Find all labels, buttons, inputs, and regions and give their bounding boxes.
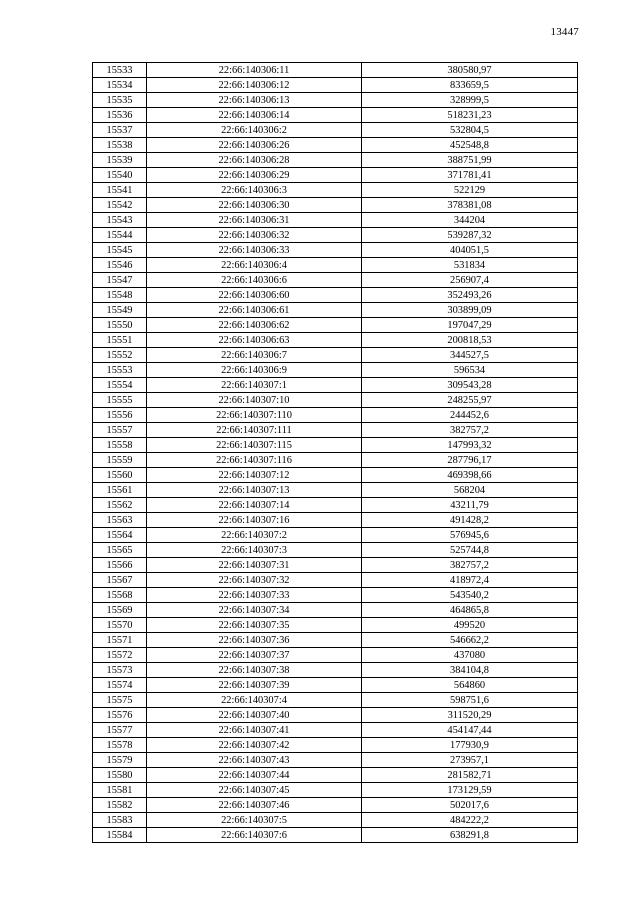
table-row — [93, 618, 578, 633]
cadastral-number-cell: 22:66:140307:39 — [147, 678, 362, 693]
table-row — [93, 258, 578, 273]
cadastral-number-cell: 22:66:140306:29 — [147, 168, 362, 183]
table-row — [93, 363, 578, 378]
cadastral-number-cell: 22:66:140307:33 — [147, 588, 362, 603]
table-row — [93, 423, 578, 438]
cadastral-value-cell: 328999,5 — [362, 93, 578, 108]
table-row — [93, 198, 578, 213]
row-number-cell: 15555 — [93, 393, 147, 408]
cadastral-value-cell: 531834 — [362, 258, 578, 273]
table-row — [93, 498, 578, 513]
table-row — [93, 483, 578, 498]
cadastral-number-cell: 22:66:140307:42 — [147, 738, 362, 753]
table-row — [93, 78, 578, 93]
cadastral-value-cell: 371781,41 — [362, 168, 578, 183]
cadastral-value-cell: 576945,6 — [362, 528, 578, 543]
cadastral-value-cell: 344204 — [362, 213, 578, 228]
cadastral-value-cell: 464865,8 — [362, 603, 578, 618]
row-number-cell: 15542 — [93, 198, 147, 213]
row-number-cell: 15578 — [93, 738, 147, 753]
table-row — [93, 453, 578, 468]
cadastral-number-cell: 22:66:140306:61 — [147, 303, 362, 318]
cadastral-number-cell: 22:66:140307:36 — [147, 633, 362, 648]
row-number-cell: 15581 — [93, 783, 147, 798]
cadastral-value-cell: 596534 — [362, 363, 578, 378]
cadastral-number-cell: 22:66:140306:63 — [147, 333, 362, 348]
cadastral-value-cell: 546662,2 — [362, 633, 578, 648]
table-row — [93, 168, 578, 183]
cadastral-number-cell: 22:66:140307:41 — [147, 723, 362, 738]
cadastral-value-cell: 484222,2 — [362, 813, 578, 828]
row-number-cell: 15564 — [93, 528, 147, 543]
cadastral-number-cell: 22:66:140307:43 — [147, 753, 362, 768]
row-number-cell: 15537 — [93, 123, 147, 138]
row-number-cell: 15582 — [93, 798, 147, 813]
table-row — [93, 228, 578, 243]
table-row — [93, 63, 578, 78]
cadastral-value-cell: 568204 — [362, 483, 578, 498]
table-row — [93, 588, 578, 603]
cadastral-number-cell: 22:66:140306:4 — [147, 258, 362, 273]
row-number-cell: 15574 — [93, 678, 147, 693]
cadastral-value-cell: 309543,28 — [362, 378, 578, 393]
row-number-cell: 15548 — [93, 288, 147, 303]
cadastral-number-cell: 22:66:140306:6 — [147, 273, 362, 288]
cadastral-number-cell: 22:66:140307:46 — [147, 798, 362, 813]
cadastral-value-cell: 200818,53 — [362, 333, 578, 348]
table-row — [93, 138, 578, 153]
cadastral-value-cell: 43211,79 — [362, 498, 578, 513]
cadastral-number-cell: 22:66:140306:3 — [147, 183, 362, 198]
table-row — [93, 243, 578, 258]
row-number-cell: 15552 — [93, 348, 147, 363]
cadastral-number-cell: 22:66:140306:26 — [147, 138, 362, 153]
row-number-cell: 15558 — [93, 438, 147, 453]
row-number-cell: 15580 — [93, 768, 147, 783]
row-number-cell: 15584 — [93, 828, 147, 843]
table-row — [93, 663, 578, 678]
row-number-cell: 15534 — [93, 78, 147, 93]
cadastral-value-cell: 404051,5 — [362, 243, 578, 258]
table-row — [93, 153, 578, 168]
cadastral-number-cell: 22:66:140306:2 — [147, 123, 362, 138]
row-number-cell: 15557 — [93, 423, 147, 438]
cadastral-number-cell: 22:66:140307:110 — [147, 408, 362, 423]
row-number-cell: 15572 — [93, 648, 147, 663]
table-row — [93, 813, 578, 828]
row-number-cell: 15577 — [93, 723, 147, 738]
cadastral-value-cell: 502017,6 — [362, 798, 578, 813]
table-row — [93, 648, 578, 663]
cadastral-number-cell: 22:66:140307:12 — [147, 468, 362, 483]
table-row — [93, 348, 578, 363]
cadastral-value-cell: 177930,9 — [362, 738, 578, 753]
cadastral-number-cell: 22:66:140307:14 — [147, 498, 362, 513]
table-body — [93, 63, 578, 843]
cadastral-value-cell: 281582,71 — [362, 768, 578, 783]
cadastral-number-cell: 22:66:140306:31 — [147, 213, 362, 228]
cadastral-number-cell: 22:66:140307:111 — [147, 423, 362, 438]
cadastral-number-cell: 22:66:140307:5 — [147, 813, 362, 828]
row-number-cell: 15562 — [93, 498, 147, 513]
cadastral-value-cell: 532804,5 — [362, 123, 578, 138]
cadastral-value-cell: 378381,08 — [362, 198, 578, 213]
table-row — [93, 798, 578, 813]
table-row — [93, 513, 578, 528]
table-row — [93, 573, 578, 588]
table-row — [93, 558, 578, 573]
row-number-cell: 15559 — [93, 453, 147, 468]
cadastral-value-cell: 525744,8 — [362, 543, 578, 558]
cadastral-value-cell: 454147,44 — [362, 723, 578, 738]
cadastral-number-cell: 22:66:140307:115 — [147, 438, 362, 453]
table-row — [93, 333, 578, 348]
table-row — [93, 378, 578, 393]
cadastral-value-cell: 344527,5 — [362, 348, 578, 363]
cadastral-number-cell: 22:66:140306:30 — [147, 198, 362, 213]
table-row — [93, 213, 578, 228]
table-row — [93, 303, 578, 318]
cadastral-number-cell: 22:66:140307:37 — [147, 648, 362, 663]
cadastral-number-cell: 22:66:140307:6 — [147, 828, 362, 843]
cadastral-value-cell: 469398,66 — [362, 468, 578, 483]
cadastral-value-cell: 518231,23 — [362, 108, 578, 123]
table-row — [93, 738, 578, 753]
row-number-cell: 15570 — [93, 618, 147, 633]
cadastral-number-cell: 22:66:140307:116 — [147, 453, 362, 468]
table-row — [93, 468, 578, 483]
table-row — [93, 273, 578, 288]
row-number-cell: 15539 — [93, 153, 147, 168]
row-number-cell: 15563 — [93, 513, 147, 528]
cadastral-value-cell: 522129 — [362, 183, 578, 198]
table-row — [93, 723, 578, 738]
cadastral-value-cell: 352493,26 — [362, 288, 578, 303]
cadastral-value-cell: 384104,8 — [362, 663, 578, 678]
cadastral-number-cell: 22:66:140306:14 — [147, 108, 362, 123]
cadastral-number-cell: 22:66:140307:45 — [147, 783, 362, 798]
cadastral-value-cell: 539287,32 — [362, 228, 578, 243]
cadastral-value-table — [92, 62, 578, 843]
cadastral-value-cell: 833659,5 — [362, 78, 578, 93]
table-row — [93, 693, 578, 708]
cadastral-value-cell: 256907,4 — [362, 273, 578, 288]
row-number-cell: 15541 — [93, 183, 147, 198]
row-number-cell: 15561 — [93, 483, 147, 498]
table-row — [93, 828, 578, 843]
row-number-cell: 15540 — [93, 168, 147, 183]
row-number-cell: 15576 — [93, 708, 147, 723]
cadastral-number-cell: 22:66:140307:13 — [147, 483, 362, 498]
row-number-cell: 15567 — [93, 573, 147, 588]
cadastral-number-cell: 22:66:140307:40 — [147, 708, 362, 723]
cadastral-value-cell: 598751,6 — [362, 693, 578, 708]
row-number-cell: 15565 — [93, 543, 147, 558]
row-number-cell: 15536 — [93, 108, 147, 123]
table-row — [93, 408, 578, 423]
row-number-cell: 15551 — [93, 333, 147, 348]
row-number-cell: 15549 — [93, 303, 147, 318]
cadastral-value-cell: 311520,29 — [362, 708, 578, 723]
cadastral-number-cell: 22:66:140306:9 — [147, 363, 362, 378]
row-number-cell: 15571 — [93, 633, 147, 648]
cadastral-value-cell: 418972,4 — [362, 573, 578, 588]
row-number-cell: 15575 — [93, 693, 147, 708]
table-row — [93, 393, 578, 408]
cadastral-value-cell: 388751,99 — [362, 153, 578, 168]
cadastral-value-cell: 244452,6 — [362, 408, 578, 423]
page-number: 13447 — [550, 26, 579, 38]
cadastral-number-cell: 22:66:140307:34 — [147, 603, 362, 618]
cadastral-number-cell: 22:66:140307:31 — [147, 558, 362, 573]
cadastral-value-cell: 287796,17 — [362, 453, 578, 468]
table-row — [93, 678, 578, 693]
cadastral-number-cell: 22:66:140307:4 — [147, 693, 362, 708]
cadastral-number-cell: 22:66:140306:13 — [147, 93, 362, 108]
row-number-cell: 15568 — [93, 588, 147, 603]
cadastral-value-cell: 382757,2 — [362, 423, 578, 438]
row-number-cell: 15569 — [93, 603, 147, 618]
cadastral-value-cell: 452548,8 — [362, 138, 578, 153]
cadastral-value-cell: 564860 — [362, 678, 578, 693]
row-number-cell: 15538 — [93, 138, 147, 153]
cadastral-number-cell: 22:66:140306:11 — [147, 63, 362, 78]
cadastral-number-cell: 22:66:140307:44 — [147, 768, 362, 783]
table-row — [93, 93, 578, 108]
table-row — [93, 318, 578, 333]
cadastral-number-cell: 22:66:140307:16 — [147, 513, 362, 528]
cadastral-number-cell: 22:66:140307:2 — [147, 528, 362, 543]
cadastral-number-cell: 22:66:140307:32 — [147, 573, 362, 588]
table-row — [93, 633, 578, 648]
table-row — [93, 753, 578, 768]
row-number-cell: 15560 — [93, 468, 147, 483]
row-number-cell: 15553 — [93, 363, 147, 378]
cadastral-number-cell: 22:66:140307:10 — [147, 393, 362, 408]
cadastral-number-cell: 22:66:140307:1 — [147, 378, 362, 393]
row-number-cell: 15543 — [93, 213, 147, 228]
cadastral-number-cell: 22:66:140307:35 — [147, 618, 362, 633]
row-number-cell: 15579 — [93, 753, 147, 768]
row-number-cell: 15535 — [93, 93, 147, 108]
cadastral-value-cell: 248255,97 — [362, 393, 578, 408]
row-number-cell: 15583 — [93, 813, 147, 828]
table-row — [93, 123, 578, 138]
cadastral-value-cell: 173129,59 — [362, 783, 578, 798]
table-row — [93, 108, 578, 123]
table-row — [93, 543, 578, 558]
cadastral-value-cell: 303899,09 — [362, 303, 578, 318]
cadastral-value-cell: 437080 — [362, 648, 578, 663]
cadastral-value-cell: 147993,32 — [362, 438, 578, 453]
cadastral-number-cell: 22:66:140306:12 — [147, 78, 362, 93]
table-row — [93, 708, 578, 723]
table-row — [93, 603, 578, 618]
cadastral-number-cell: 22:66:140306:32 — [147, 228, 362, 243]
row-number-cell: 15544 — [93, 228, 147, 243]
cadastral-value-cell: 273957,1 — [362, 753, 578, 768]
table-row — [93, 528, 578, 543]
cadastral-value-cell: 382757,2 — [362, 558, 578, 573]
cadastral-number-cell: 22:66:140306:62 — [147, 318, 362, 333]
table-row — [93, 288, 578, 303]
row-number-cell: 15554 — [93, 378, 147, 393]
row-number-cell: 15556 — [93, 408, 147, 423]
table-row — [93, 768, 578, 783]
cadastral-number-cell: 22:66:140307:3 — [147, 543, 362, 558]
cadastral-value-cell: 543540,2 — [362, 588, 578, 603]
row-number-cell: 15533 — [93, 63, 147, 78]
cadastral-value-cell: 491428,2 — [362, 513, 578, 528]
row-number-cell: 15566 — [93, 558, 147, 573]
row-number-cell: 15547 — [93, 273, 147, 288]
cadastral-value-cell: 499520 — [362, 618, 578, 633]
table-row — [93, 183, 578, 198]
row-number-cell: 15546 — [93, 258, 147, 273]
cadastral-value-cell: 638291,8 — [362, 828, 578, 843]
cadastral-number-cell: 22:66:140306:7 — [147, 348, 362, 363]
cadastral-value-cell: 380580,97 — [362, 63, 578, 78]
table-row — [93, 438, 578, 453]
cadastral-number-cell: 22:66:140307:38 — [147, 663, 362, 678]
cadastral-number-cell: 22:66:140306:28 — [147, 153, 362, 168]
cadastral-value-cell: 197047,29 — [362, 318, 578, 333]
cadastral-number-cell: 22:66:140306:60 — [147, 288, 362, 303]
row-number-cell: 15545 — [93, 243, 147, 258]
cadastral-number-cell: 22:66:140306:33 — [147, 243, 362, 258]
table-row — [93, 783, 578, 798]
row-number-cell: 15573 — [93, 663, 147, 678]
row-number-cell: 15550 — [93, 318, 147, 333]
